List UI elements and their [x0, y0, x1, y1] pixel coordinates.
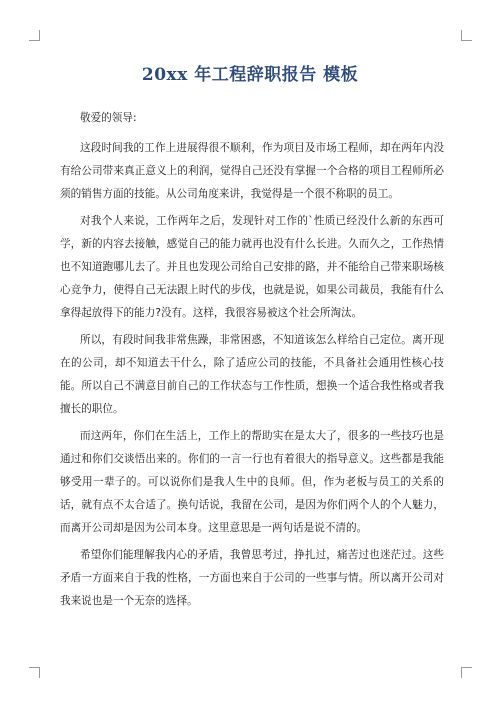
greeting: 敬爱的领导: — [80, 112, 137, 124]
crop-mark-top-right — [461, 30, 472, 41]
document-body — [60, 107, 444, 617]
paragraph-2: 对我个人来说，工作两年之后，发现针对工作的`性质已经没什么新的东西可学，新的内容去接触，感觉自己的能力就再也没有什么长进。久而久之，工作热情也不知道跑哪儿去了。并且也发现公司给自己安排的路，并不能给自己带来职场核心竞争力，使得自己无法跟上时代的步伐，也就是说，如果公司裁员，我能有什么拿得起放得下的能力?没有。这样，我很容易被这个社会所淘汰。 — [60, 215, 444, 319]
crop-mark-top-left — [29, 30, 40, 41]
paragraph-4: 而这两年，你们在生活上，工作上的帮助实在是太大了，很多的一些技巧也是通过和你们交谈悟出来的。你们的一言一行也有着很大的指导意义。这些都是我能够受用一辈子的。可以说你们是我人生中的良师。但，作为老板与员工的关系的话，就有点不太合适了。换句话说，我留在公司，是因为你们两个人的个人魅力，而离开公司却是因为公司本身。这里意思是一两句话是说不清的。 — [60, 430, 444, 534]
document-title: 20xx 年工程辞职报告 模板 — [141, 65, 359, 85]
paragraph-1: 这段时间我的工作上进展得很不顺利，作为项目及市场工程师，却在两年内没有给公司带来真正意义上的利润，觉得自己还没有掌握一个合格的项目工程师所必须的销售方面的技能。从公司角度来讲，我觉得是一个很不称职的员工。 — [60, 142, 444, 200]
crop-mark-bottom-right — [461, 667, 472, 678]
paragraph-5: 希望你们能理解我内心的矛盾，我曾思考过，挣扎过，痛苦过也迷茫过。这些矛盾一方面来自于我的性格，一方面也来自于公司的一些事与情。所以离开公司对我来说也是一个无奈的选择。 — [60, 549, 444, 607]
crop-mark-bottom-left — [29, 667, 40, 678]
paragraph-3: 所以，有段时间我非常焦躁，非常困惑，不知道该怎么样给自己定位。离开现在的公司，却不知道去干什么，除了适应公司的技能，不具备社会通用性核心技能。所以自己不满意目前自己的工作状态与工作性质，想换一个适合我性格或者我擅长的职位。 — [60, 334, 444, 415]
